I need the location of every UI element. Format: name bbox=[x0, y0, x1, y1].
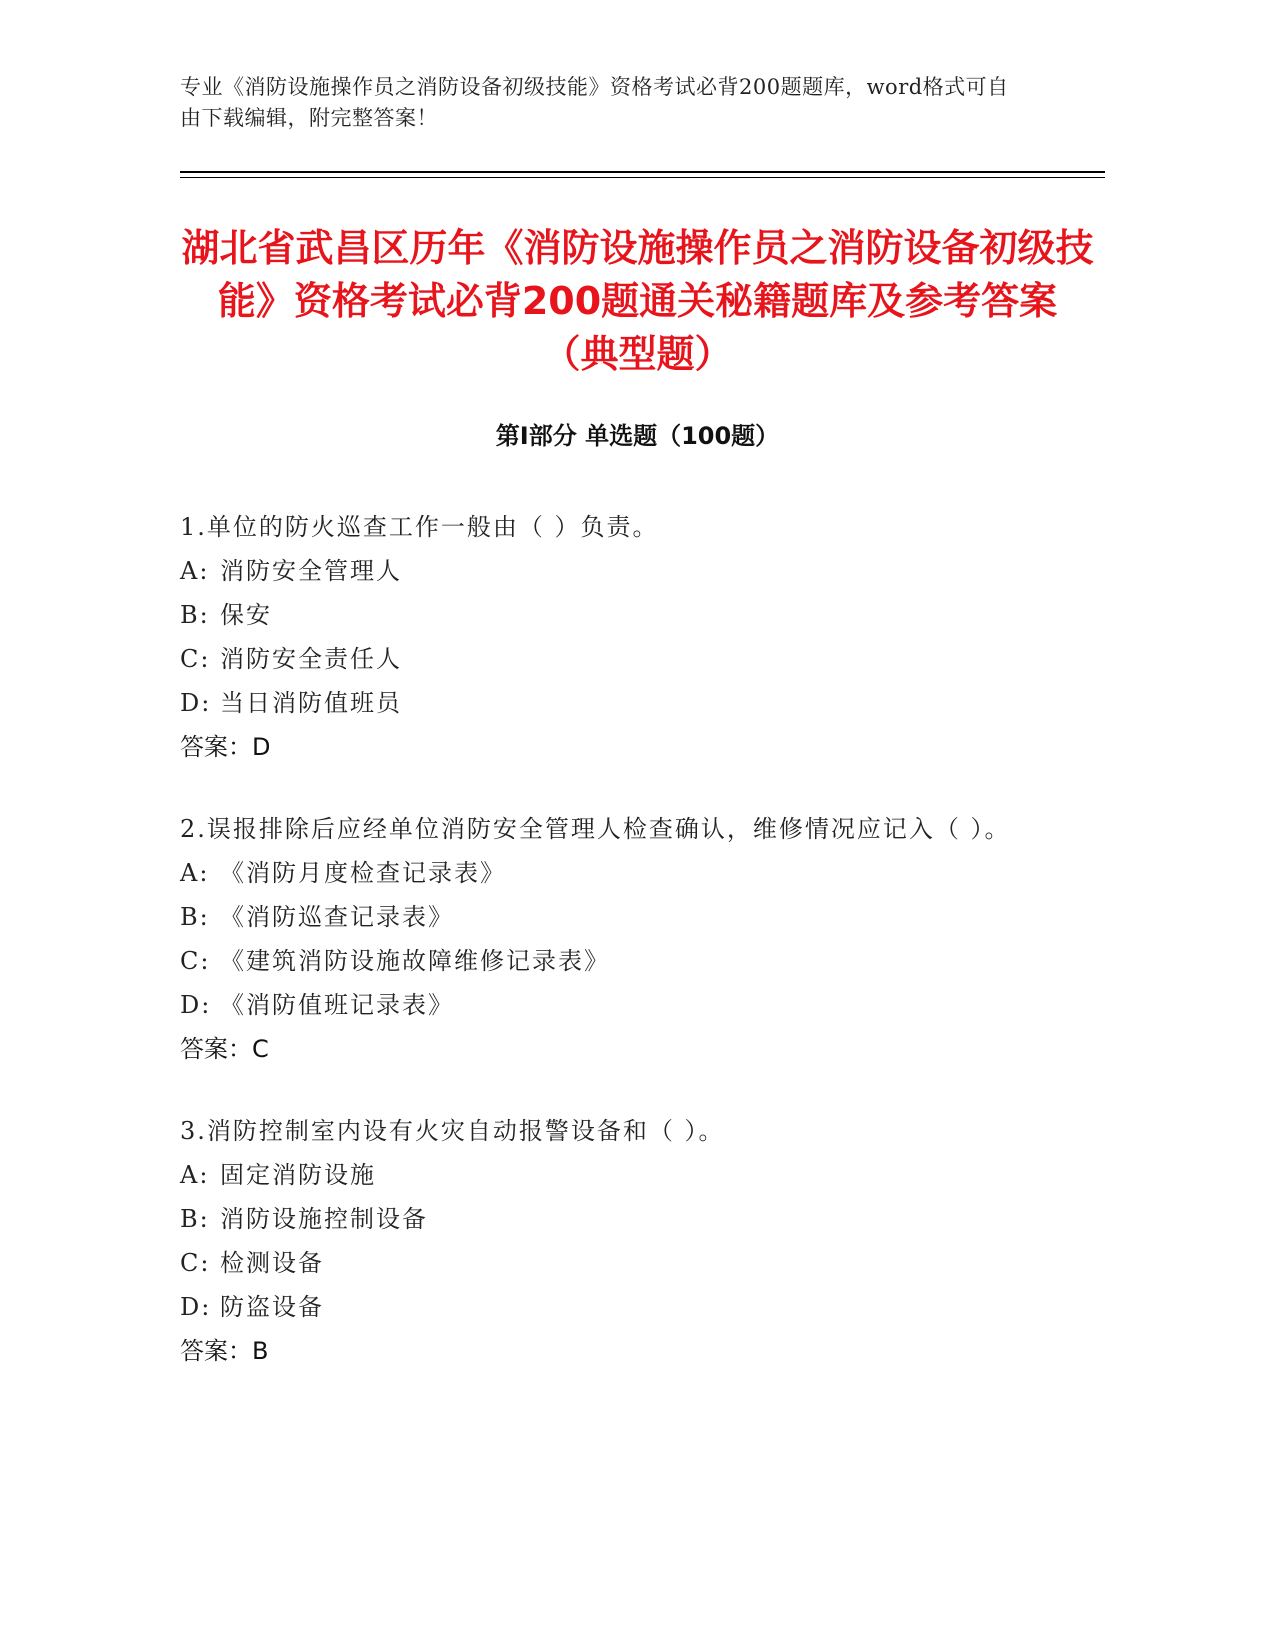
option-letter: B: bbox=[180, 903, 210, 931]
answer-value: C bbox=[252, 1035, 269, 1063]
question-list bbox=[180, 505, 1030, 1411]
option-text: 消防安全管理人 bbox=[220, 557, 402, 585]
option-letter: C: bbox=[180, 1249, 211, 1277]
question-stem: 1.单位的防火巡查工作一般由（ ）负责。 bbox=[180, 513, 659, 541]
option-a bbox=[180, 549, 1030, 593]
answer-prefix: 答案： bbox=[180, 1035, 252, 1063]
option-text: 《消防值班记录表》 bbox=[220, 991, 454, 1019]
answer-line bbox=[180, 725, 1030, 769]
option-letter: D: bbox=[180, 689, 212, 717]
option-text: 保安 bbox=[220, 601, 272, 629]
option-letter: D: bbox=[180, 1293, 212, 1321]
header-rule-thin bbox=[180, 177, 1105, 178]
option-c bbox=[180, 1241, 1030, 1285]
option-letter: A: bbox=[180, 1161, 210, 1189]
option-d bbox=[180, 1285, 1030, 1329]
option-letter: A: bbox=[180, 859, 210, 887]
answer-value: D bbox=[252, 733, 271, 761]
answer-line bbox=[180, 1027, 1030, 1071]
option-b bbox=[180, 1197, 1030, 1241]
option-letter: C: bbox=[180, 947, 211, 975]
header-note: 专业《消防设施操作员之消防设备初级技能》资格考试必背200题题库，word格式可自由下载编辑，附完整答案！ bbox=[180, 75, 1009, 130]
option-letter: A: bbox=[180, 557, 210, 585]
option-c bbox=[180, 939, 1030, 983]
option-d bbox=[180, 983, 1030, 1027]
answer-value: B bbox=[252, 1337, 269, 1365]
option-letter: C: bbox=[180, 645, 211, 673]
header-rule-thick bbox=[180, 171, 1105, 173]
option-d bbox=[180, 681, 1030, 725]
option-text: 检测设备 bbox=[220, 1249, 324, 1277]
option-text: 消防安全责任人 bbox=[220, 645, 402, 673]
option-text: 防盗设备 bbox=[220, 1293, 324, 1321]
document-title: 湖北省武昌区历年《消防设施操作员之消防设备初级技能》资格考试必背200题通关秘籍题库及参考答案（典型题） bbox=[181, 226, 1094, 376]
answer-line bbox=[180, 1329, 1030, 1373]
question-stem: 2.误报排除后应经单位消防安全管理人检查确认，维修情况应记入（ ）。 bbox=[180, 815, 1011, 843]
option-letter: B: bbox=[180, 601, 210, 629]
option-b bbox=[180, 593, 1030, 637]
option-text: 《消防月度检查记录表》 bbox=[220, 859, 506, 887]
option-b bbox=[180, 895, 1030, 939]
question-stem: 3.消防控制室内设有火灾自动报警设备和（ ）。 bbox=[180, 1117, 725, 1145]
option-a bbox=[180, 851, 1030, 895]
answer-prefix: 答案： bbox=[180, 1337, 252, 1365]
option-c bbox=[180, 637, 1030, 681]
section-title: 第Ⅰ部分 单选题（100题） bbox=[495, 422, 780, 450]
option-text: 《消防巡查记录表》 bbox=[220, 903, 454, 931]
option-letter: D: bbox=[180, 991, 212, 1019]
option-text: 消防设施控制设备 bbox=[220, 1205, 428, 1233]
option-text: 当日消防值班员 bbox=[220, 689, 402, 717]
answer-prefix: 答案： bbox=[180, 733, 252, 761]
question-1 bbox=[180, 505, 1030, 769]
question-2 bbox=[180, 807, 1030, 1071]
option-a bbox=[180, 1153, 1030, 1197]
option-letter: B: bbox=[180, 1205, 210, 1233]
option-text: 固定消防设施 bbox=[220, 1161, 376, 1189]
question-3 bbox=[180, 1109, 1030, 1373]
option-text: 《建筑消防设施故障维修记录表》 bbox=[220, 947, 610, 975]
